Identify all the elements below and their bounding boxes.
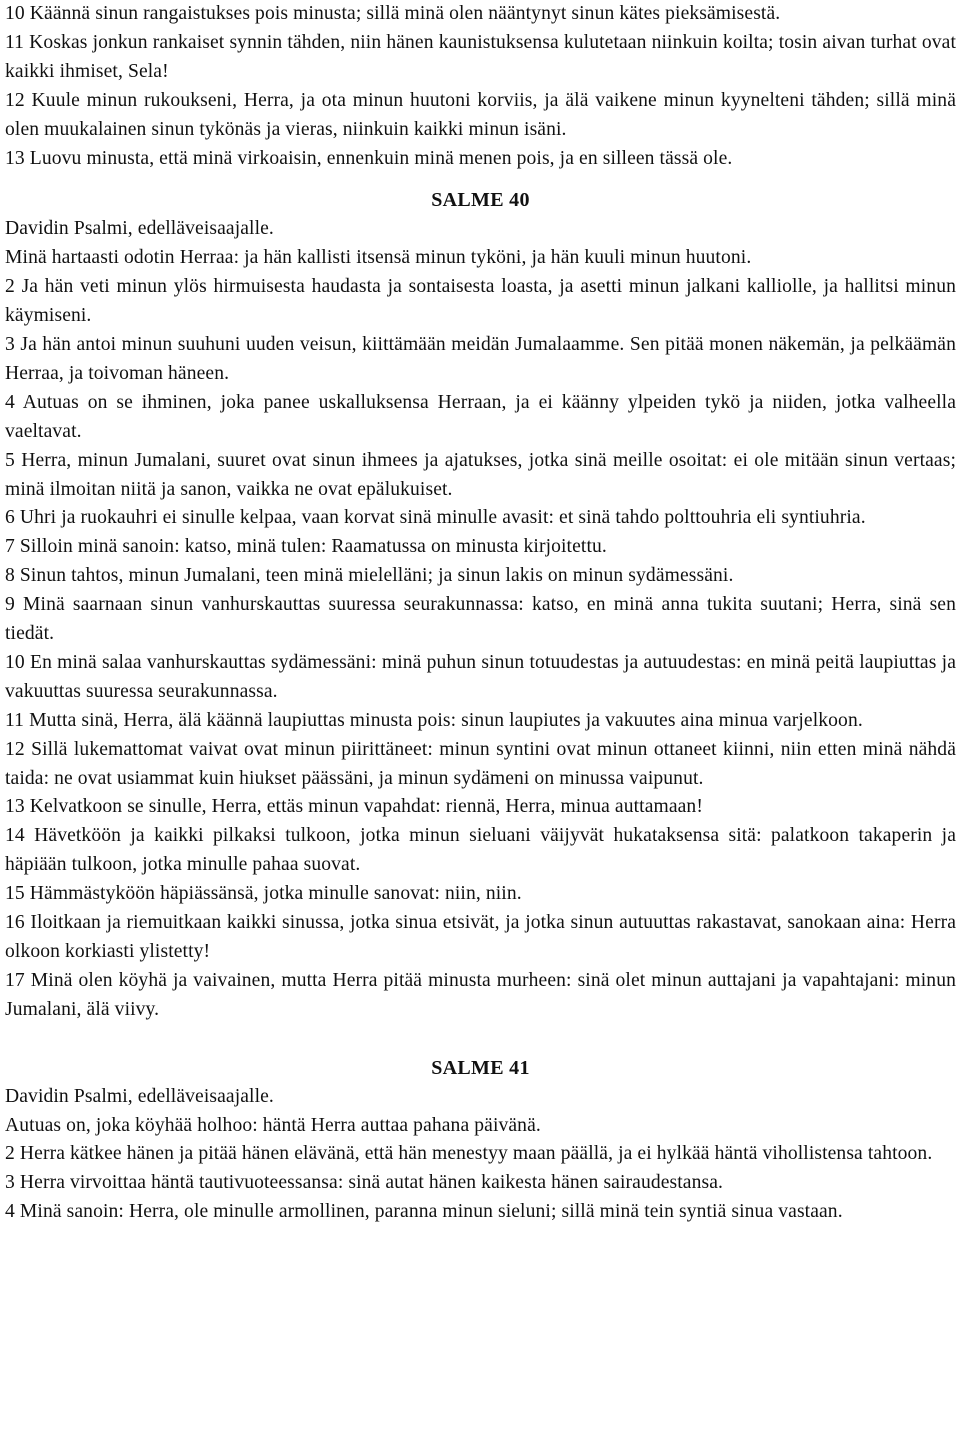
psalm-41-heading: SALME 41: [431, 1056, 530, 1079]
verse-40-11: 11 Mutta sinä, Herra, älä käännä laupiuttas minusta pois: sinun laupiutes ja vakuutes aina minua varjelkoon.: [5, 709, 863, 731]
verse-40-12: 12 Sillä lukemattomat vaivat ovat minun piirittäneet: minun syntini ovat minun ottaneet kiinni, niin etten minä nähdä taida: ne ovat usiammat kuin hiukset päässäni, ja minun sydämeni on minussa vaipunut.: [5, 738, 956, 789]
verse-39-12: 12 Kuule minun rukoukseni, Herra, ja ota minun huutoni korviis, ja älä vaikene minun kyynelteni tähden; sillä minä olen muukalainen sinun tykönäs ja vieras, niinkuin kaikki minun isäni.: [5, 89, 956, 140]
document-page: [5, 0, 956, 1227]
verse-40-3: 3 Ja hän antoi minun suuhuni uuden veisun, kiittämään meidän Jumalaamme. Sen pitää monen näkemän, ja pelkäämän Herraa, ja toivoman häneen.: [5, 333, 956, 384]
verse-40-5: 5 Herra, minun Jumalani, suuret ovat sinun ihmees ja ajatukses, jotka sinä meille osoitat: ei ole mitään sinun vertaas; minä ilmoitan niitä ja sanon, vaikka ne ovat epälukuiset.: [5, 449, 956, 500]
verse-39-13: 13 Luovu minusta, että minä virkoaisin, ennenkuin minä menen pois, ja en silleen tässä ole.: [5, 147, 733, 169]
psalm-41: [5, 1054, 956, 1227]
verse-40-13: 13 Kelvatkoon se sinulle, Herra, ettäs minun vapahdat: riennä, Herra, minua auttamaan!: [5, 796, 703, 818]
psalm-39-ending: [5, 0, 956, 173]
verse-40-10: 10 En minä salaa vanhurskauttas sydämessäni: minä puhun sinun totuudestas ja autuudestas: en minä peitä laupiuttas ja vakuuttas suuressa seurakunnassa.: [5, 651, 956, 702]
verse-39-10: 10 Käännä sinun rangaistukses pois minusta; sillä minä olen nääntynyt sinun kätes pieksämisestä.: [5, 3, 781, 24]
verse-40-9: 9 Minä saarnaan sinun vanhurskauttas suuressa seurakunnassa: katso, en minä anna tukita suutani; Herra, sinä sen tiedät.: [5, 594, 956, 645]
verse-40-4: 4 Autuas on se ihminen, joka panee uskalluksensa Herraan, ja ei käänny ylpeiden tykö ja niiden, jotka valheella vaeltavat.: [5, 391, 956, 442]
section-spacer: [5, 1025, 956, 1054]
verse-41-3: 3 Herra virvoittaa häntä tautivuoteessansa: sinä autat hänen kaikesta hänen sairaudestansa.: [5, 1172, 724, 1194]
verse-40-6: 6 Uhri ja ruokauhri ei sinulle kelpaa, vaan korvat sinä minulle avasit: et sinä tahdo polttouhria eli syntiuhria.: [5, 507, 866, 529]
psalm-40: [5, 186, 956, 1024]
verse-40-1: Minä hartaasti odotin Herraa: ja hän kallisti itsensä minun tyköni, ja hän kuuli minun huutoni.: [5, 247, 752, 269]
psalm-41-superscription: Davidin Psalmi, edelläveisaajalle.: [5, 1085, 274, 1107]
verse-40-15: 15 Hämmästyköön häpiässänsä, jotka minulle sanovat: niin, niin.: [5, 883, 522, 905]
verse-39-11: 11 Koskas jonkun rankaiset synnin tähden, niin hänen kaunistuksensa kulutetaan niinkuin koilta; tosin aivan turhat ovat kaikki ihmiset, Sela!: [5, 31, 956, 82]
verse-40-2: 2 Ja hän veti minun ylös hirmuisesta haudasta ja sontaisesta loasta, ja asetti minun jalkani kalliolle, ja hallitsi minun käymiseni.: [5, 276, 956, 327]
psalm-40-superscription: Davidin Psalmi, edelläveisaajalle.: [5, 218, 274, 240]
verse-40-16: 16 Iloitkaan ja riemuitkaan kaikki sinussa, jotka sinua etsivät, ja jotka sinun autuuttas rakastavat, sanokaan aina: Herra olkoon korkiasti ylistetty!: [5, 912, 956, 962]
verse-40-7: 7 Silloin minä sanoin: katso, minä tulen: Raamatussa on minusta kirjoitettu.: [5, 536, 607, 558]
verse-40-8: 8 Sinun tahtos, minun Jumalani, teen minä mielelläni; ja sinun lakis on minun sydämessäni.: [5, 565, 734, 587]
verse-41-1: Autuas on, joka köyhää holhoo: häntä Herra auttaa pahana päivänä.: [5, 1114, 541, 1136]
verse-41-4: 4 Minä sanoin: Herra, ole minulle armollinen, paranna minun sieluni; sillä minä tein syntiä sinua vastaan.: [5, 1201, 843, 1223]
verse-41-2: 2 Herra kätkee hänen ja pitää hänen elävänä, että hän menestyy maan päällä, ja ei hylkää häntä vihollistensa tahtoon.: [5, 1143, 933, 1165]
psalm-40-heading: SALME 40: [431, 189, 530, 212]
verse-40-17: 17 Minä olen köyhä ja vaivainen, mutta Herra pitää minusta murheen: sinä olet minun auttajani ja vapahtajani: minun Jumalani, älä viivy.: [5, 969, 956, 1020]
verse-40-14: 14 Hävetköön ja kaikki pilkaksi tulkoon, jotka minun sieluani väijyvät hukataksensa sitä: palatkoon takaperin ja häpiään tulkoon, jotka minulle pahaa suovat.: [5, 825, 956, 876]
